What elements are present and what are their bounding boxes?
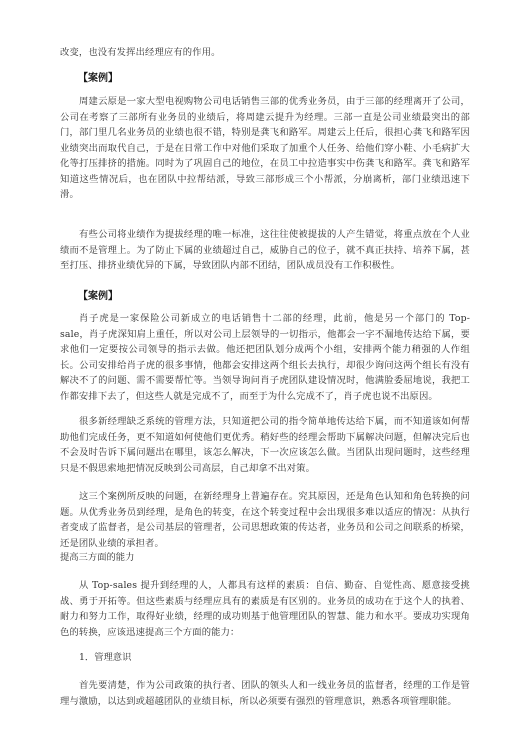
paragraph-summary: 这三个案例所反映的问题，在新经理身上普遍存在。究其原因，还是角色认知和角色转换的问题。从优秀业务员到经理，是角色的转变，在这个转变过程中会出现很多难以适应的情况：从执行者变成了监督者，是公司基层的管理者，公司思想政策的传达者，业务员和公司之间联系的桥梁，还是团队业绩的承担者。: [60, 491, 470, 549]
paragraph-case-xiao: 肖子虎是一家保险公司新成立的电话销售十二部的经理，此前，他是另一个部门的 Top-sale，肖子虎深知肩上重任，所以对公司上层领导的一切指示，他都会一字不漏地传达给下属，要求他们一定要按公司领导的指示去做。他还把团队划分成两个小组，安排两个能力稍强的人作组长。公司安排给肖子虎的很多事情，他都会安排这两个组长去执行，却很少询问这两个组长有没有解决不了的问题、需不需要帮忙等。当领导询问肖子虎团队建设情况时，他满脸委屈地说，我把工作都安排下去了，但这些人就是完成不了，而至于为什么完成不了，肖子虎也说不出原因。: [60, 313, 470, 402]
case-heading: 【案例】: [78, 73, 118, 84]
case-heading: 【案例】: [78, 291, 118, 302]
paragraph-intro-fragment: 改变，也没有发挥出经理应有的作用。: [60, 47, 221, 58]
paragraph-abilities: 从 Top-sales 提升到经理的人，人都具有这样的素质：自信、勤奋、自觉性高、愿意接受挑战、勇于开拓等。但这些素质与经理应具有的素质是有区别的。业务员的成功在于这个人的执着、耐力和努力工作，取得好业绩，经理的成功则基于他管理团队的智慧、能力和水平。要成功实现角色的转换，应该迅速提高三个方面的能力：: [60, 580, 470, 638]
paragraph-case-zhou: 周建云原是一家大型电视购物公司电话销售三部的优秀业务员，由于三部的经理离开了公司，公司在考察了三部所有业务员的业绩后，将周建云提升为经理。三部一直是公司业绩最突出的部门，部门里几名业务员的业绩也很不错，特别是龚飞和路军。周建云上任后，很担心龚飞和路军因业绩突出而取代自己，于是在日常工作中对他们采取了加重个人任务、给他们穿小鞋、小毛病扩大化等打压排挤的措施。同时为了巩固自己的地位，在员工中拉造事实中伤龚飞和路军。龚飞和路军知道这些情况后，也在团队中拉帮结派，导致三部形成三个小帮派，分崩离析，部门业绩迅速下滑。: [60, 96, 470, 200]
paragraph-analysis-1: 有些公司将业绩作为提拔经理的唯一标准，这往往使被提拔的人产生错觉，将重点放在个人业绩而不是管理上。为了防止下属的业绩超过自己，威胁自己的位子，就不真正扶持、培养下属，甚至打压、排挤业绩优异的下属，导致团队内部不团结，团队成员没有工作积极性。: [60, 229, 470, 271]
section-heading: 提高三方面的能力: [60, 552, 135, 563]
subsection-heading: 1．管理意识: [79, 652, 132, 663]
paragraph-analysis-2: 很多新经理缺乏系统的管理方法，只知道把公司的指令简单地传达给下属，而不知道该如何帮助他们完成任务，更不知道如何使他们更优秀。稍好些的经理会帮助下属解决问题，但解决完后也不会及时告诉下属问题出在哪里，该怎么解决，下一次应该怎么做。当团队出现问题时，这些经理只是不假思索地把情况反映到公司高层，自己却拿不出对策。: [60, 416, 470, 474]
paragraph-management: 首先要清楚，作为公司政策的执行者、团队的领头人和一线业务员的监督者，经理的工作是管理与激励，以达到或超越团队的业绩目标，所以必须要有强烈的管理意识，熟悉各项管理职能。: [60, 680, 470, 707]
